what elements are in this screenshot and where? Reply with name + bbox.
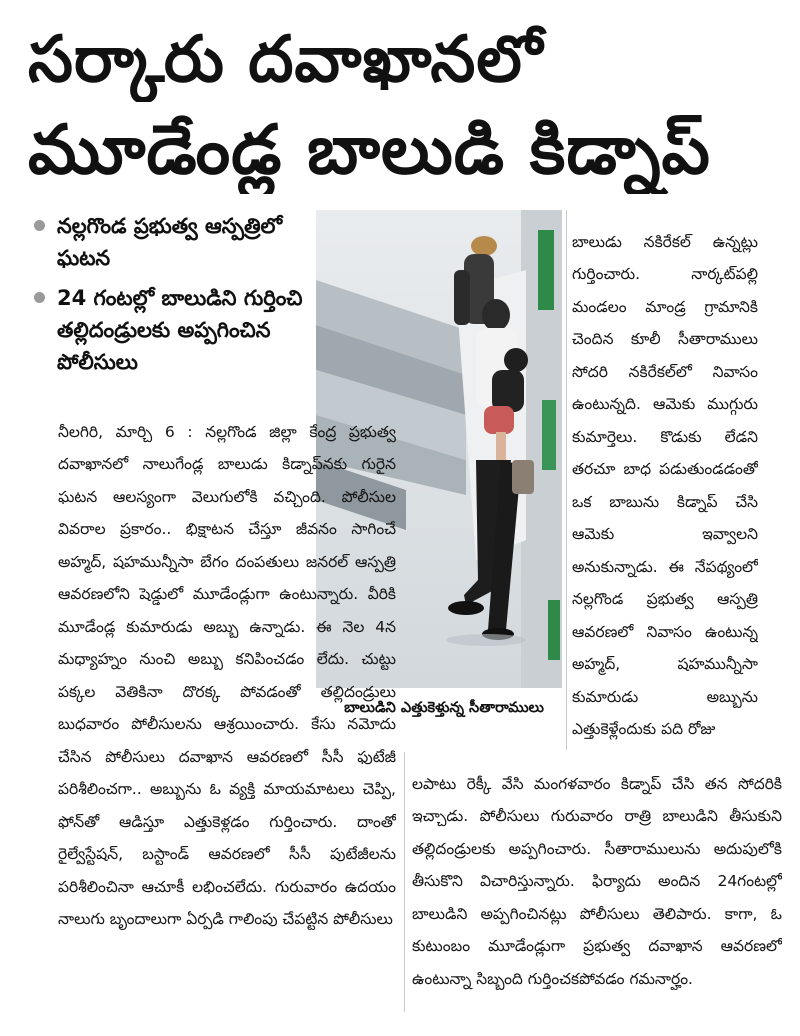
- column-divider: [404, 752, 405, 1012]
- summary-bullet: [34, 210, 312, 274]
- summary-bullets: [34, 210, 312, 386]
- bullet-dot-icon: [34, 220, 45, 231]
- article-body-left: నీలగిరి, మార్చి 6 : నల్లగొండ జిల్లా కేంద్ర ప్రభుత్వ దవాఖానలో నాలుగేండ్ల బాలుడు కిడ్నాప్‌నకు గురైన ఘటన ఆలస్యంగా వెలుగులోకి వచ్చింది. పోలీసుల వివరాల ప్రకారం.. భిక్షాటన చేస్తూ జీవనం సాగించే అహ్మద్, షహమున్నీసా బేగం దంపతులు జనరల్ ఆస్పత్రి ఆవరణలోని షెడ్డులో మూడేండ్లుగా ఉంటున్నారు. వీరికి మూడేండ్ల కుమారుడు అబ్బు ఉన్నాడు. ఈ నెల 4న మధ్యాహ్నం నుంచి అబ్బు కనిపించడం లేదు. చుట్టు పక్కల వెతికినా దొరక్క పోవడంతో తల్లిదండ్రులు బుధవారం పోలీసులను ఆశ్రయించారు. కేసు నమోదు చేసిన పోలీసులు దవాఖాన ఆవరణలో సీసీ ఫుటేజీ పరిశీలించగా.. అబ్బును ఓ వ్యక్తి మాయమాటలు చెప్పి, ఫోన్‌తో ఆడిస్తూ ఎత్తుకెళ్లడం గుర్తించారు. దాంతో రైల్వేస్టేషన్, బస్టాండ్ ఆవరణలో సీసీ పుటేజీలను పరిశీలించినా ఆచూకీ లభించలేదు. గురువారం ఉదయం నాలుగు బృందాలుగా ఏర్పడి గాలింపు చేపట్టిన పోలీసులు: [58, 422, 396, 928]
- headline-line-1: సర్కారు దవాఖానలో: [28, 23, 544, 97]
- bullet-text: నల్లగొండ ప్రభుత్వ ఆస్పత్రిలో ఘటన: [57, 214, 283, 270]
- column-divider: [566, 210, 567, 750]
- summary-bullet: [34, 282, 312, 378]
- bullet-dot-icon: [34, 292, 45, 303]
- photo-caption: బాలుడిని ఎత్తుకెళ్తున్న సీతారాములు: [344, 700, 544, 716]
- article-body-right: బాలుడు నకిరేకల్ ఉన్నట్లు గుర్తించారు. నార్కట్‌పల్లి మండలం మాండ్ర గ్రామానికి చెందిన కూలీ సీతారాములు సోదరి నకిరేకల్‌లో నివాసం ఉంటున్నది. ఆమెకు ముగ్గురు కుమార్తెలు. కొడుకు లేడని తరచూ బాధ పడుతుండడంతో ఒక బాబును కిడ్నాప్ చేసి ఆమెకు ఇవ్వాలని అనుకున్నాడు. ఈ నేపథ్యంలో నల్లగొండ ప్రభుత్వ ఆస్పత్రి ఆవరణలో నివాసం ఉంటున్న అహ్మద్, షహమున్నీసా కుమారుడు అబ్బును ఎత్తుకెళ్లేందుకు పది రోజు: [572, 232, 758, 738]
- article-body-bottom: లపాటు రెక్కీ వేసి మంగళవారం కిడ్నాప్ చేసి తన సోదరికి ఇచ్చాడు. పోలీసులు గురువారం రాత్రి బాలుడిని తీసుకుని తల్లిదండ్రులకు అప్పగించారు. సీతారాములును అదుపులోకి తీసుకొని విచారిస్తున్నారు. ఫిర్యాదు అందిన 24గంటల్లో బాలుడిని అప్పగించినట్లు పోలీసులు తెలిపారు. కాగా, ఓ కుటుంబం మూడేండ్లుగా ప్రభుత్వ దవాఖాన ఆవరణలో ఉంటున్నా సిబ్బంది గుర్తించకపోవడం గమనార్హం.: [412, 774, 782, 988]
- headline-line-2: మూడేండ్ల బాలుడి కిడ్నాప్: [28, 111, 711, 190]
- bullet-text: 24 గంటల్లో బాలుడిని గుర్తించి తల్లిదండ్రులకు అప్పగించిన పోలీసులు: [57, 286, 303, 374]
